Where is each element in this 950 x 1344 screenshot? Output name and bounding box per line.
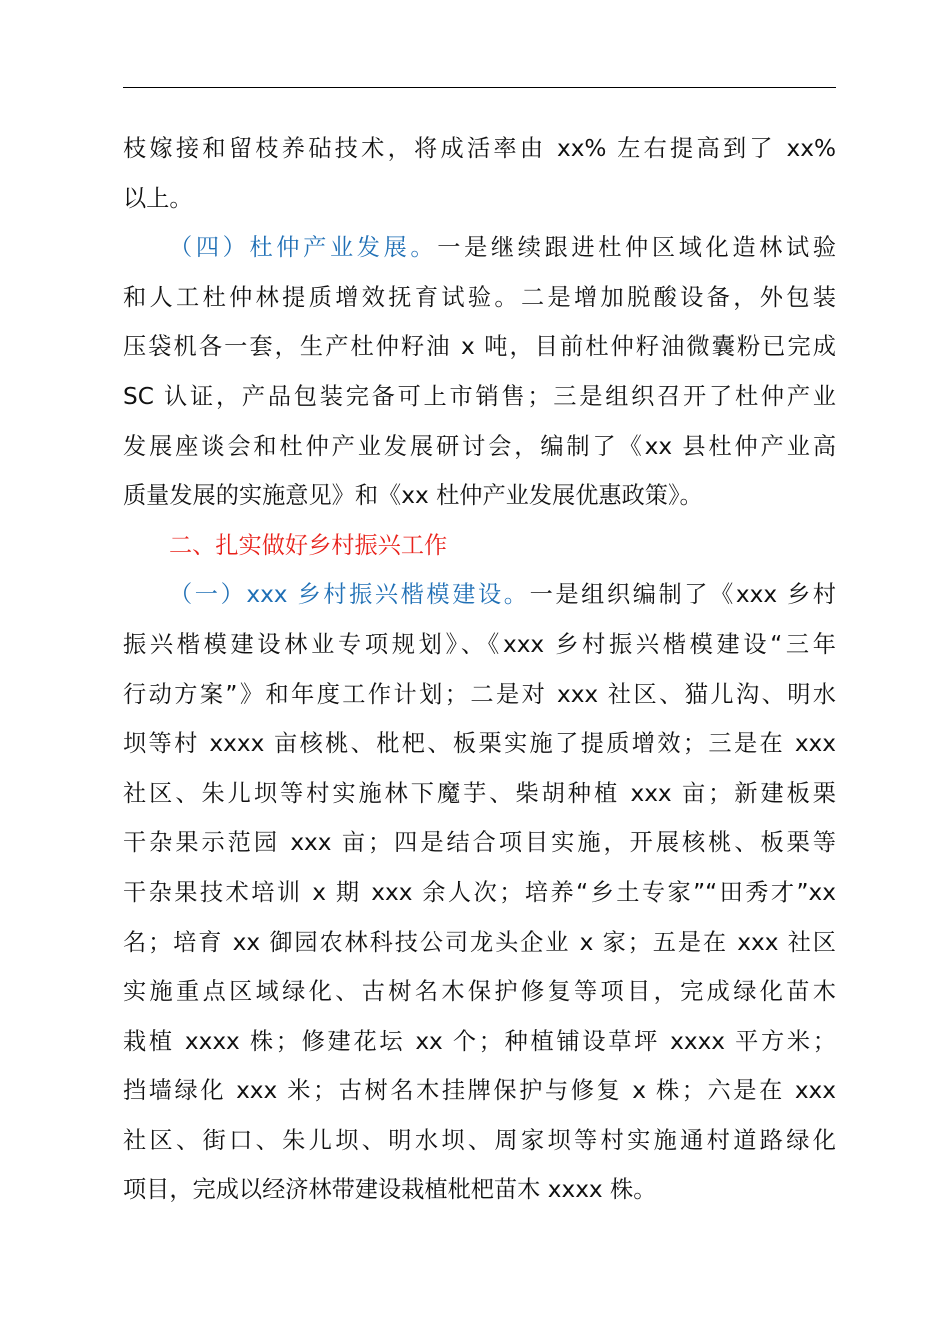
body-line: 栽植 xxxx 株；修建花坛 xx 个；种植铺设草坪 xxxx 平方米； (123, 1027, 836, 1055)
body-line: 和人工杜仲林提质增效抚育试验。二是增加脱酸设备，外包装 (123, 283, 836, 311)
section-heading-rural-revitalization: 二、扎实做好乡村振兴工作 (169, 531, 448, 559)
body-line: 枝嫁接和留枝养砧技术，将成活率由 xx% 左右提高到了 xx% (123, 135, 836, 162)
header-rule (123, 87, 836, 88)
body-line: 以上。 (123, 184, 193, 212)
body-line: 实施重点区域绿化、古树名木保护修复等项目，完成绿化苗木 (123, 978, 836, 1006)
document-body (123, 124, 836, 1215)
body-line: 社区、街口、朱儿坝、明水坝、周家坝等村实施通村道路绿化 (123, 1126, 836, 1154)
body-line: 坝等村 xxxx 亩核桃、枇杷、板栗实施了提质增效；三是在 xxx (123, 730, 836, 758)
subheading-duzhong-industry: （四）杜仲产业发展。 (169, 234, 438, 262)
section-line (123, 570, 836, 620)
subheading-model-construction: （一）xxx 乡村振兴楷模建设。 (169, 581, 530, 609)
body-line: 行动方案”》和年度工作计划；二是对 xxx 社区、猫儿沟、明水 (123, 680, 836, 708)
body-line: 质量发展的实施意见》和《xx 杜仲产业发展优惠政策》。 (123, 482, 703, 510)
body-line: 社区、朱儿坝等村实施林下魔芋、柴胡种植 xxx 亩；新建板栗 (123, 779, 836, 807)
body-line: 振兴楷模建设林业专项规划》、《xxx 乡村振兴楷模建设“三年 (123, 630, 836, 658)
body-line: 干杂果技术培训 x 期 xxx 余人次；培养“乡土专家”“田秀才”xx (123, 878, 836, 906)
body-line: 项目，完成以经济林带建设栽植枇杷苗木 xxxx 株。 (123, 1176, 657, 1204)
body-line: 压袋机各一套，生产杜仲籽油 x 吨，目前杜仲籽油微囊粉已完成 (123, 333, 836, 361)
body-text: 一是继续跟进杜仲区域化造林试验 (437, 234, 837, 262)
body-line: 发展座谈会和杜仲产业发展研讨会，编制了《xx 县杜仲产业高 (123, 432, 836, 460)
section-line (123, 223, 836, 273)
body-line: 干杂果示范园 xxx 亩；四是结合项目实施，开展核桃、板栗等 (123, 829, 836, 857)
body-line: SC 认证，产品包装完备可上市销售；三是组织召开了杜仲产业 (123, 382, 836, 410)
body-text: 一是组织编制了《xxx 乡村 (529, 581, 836, 609)
body-line: 名；培育 xx 御园农林科技公司龙头企业 x 家；五是在 xxx 社区 (123, 928, 836, 956)
body-line: 挡墙绿化 xxx 米；古树名木挂牌保护与修复 x 株；六是在 xxx (123, 1077, 836, 1105)
